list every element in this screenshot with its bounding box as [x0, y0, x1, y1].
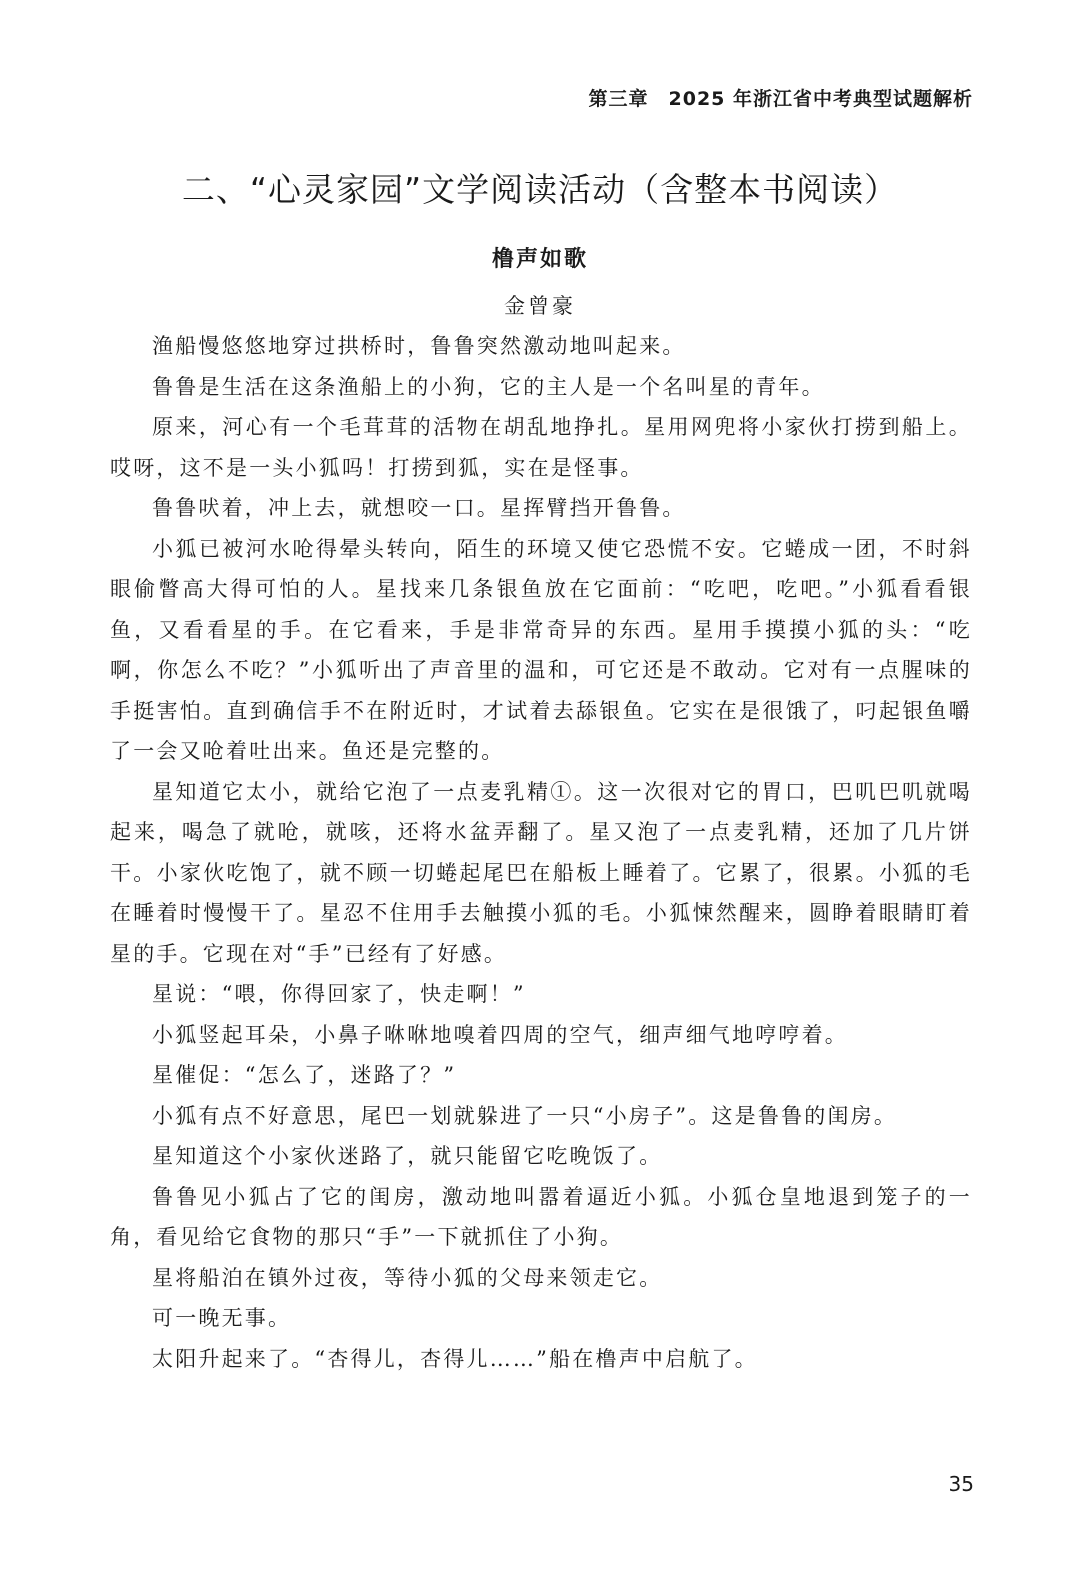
- paragraph: 星说：“喂，你得回家了，快走啊！”: [152, 982, 526, 1006]
- running-header: 第三章 2025 年浙江省中考典型试题解析: [588, 88, 973, 110]
- article-body: [110, 326, 972, 1379]
- paragraph: 原来，河心有一个毛茸茸的活物在胡乱地挣扎。星用网兜将小家伙打捞到船上。哎呀，这不是一头小狐吗！打捞到狐，实在是怪事。: [110, 415, 972, 480]
- page-number: 35: [948, 1472, 974, 1496]
- paragraph: 星知道这个小家伙迷路了，就只能留它吃晚饭了。: [152, 1144, 663, 1168]
- paragraph: 鲁鲁吠着，冲上去，就想咬一口。星挥臂挡开鲁鲁。: [152, 496, 686, 520]
- section-title: 二、“心灵家园”文学阅读活动（含整本书阅读）: [181, 170, 899, 209]
- paragraph: 鲁鲁见小狐占了它的闺房，激动地叫嚣着逼近小狐。小狐仓皇地退到笼子的一角，看见给它食物的那只“手”一下就抓住了小狗。: [110, 1184, 972, 1249]
- paragraph: 太阳升起来了。“杏得儿，杏得儿……”船在橹声中启航了。: [152, 1346, 758, 1371]
- article-author: 金曾豪: [504, 294, 576, 318]
- paragraph: 鲁鲁是生活在这条渔船上的小狗，它的主人是一个名叫星的青年。: [152, 374, 825, 399]
- paragraph: 小狐竖起耳朵，小鼻子咻咻地嗅着四周的空气，细声细气地哼哼着。: [152, 1022, 848, 1047]
- paragraph: 星催促：“怎么了，迷路了？”: [152, 1063, 457, 1087]
- paragraph: 星将船泊在镇外过夜，等待小狐的父母来领走它。: [152, 1265, 663, 1290]
- paragraph: 渔船慢悠悠地穿过拱桥时，鲁鲁突然激动地叫起来。: [152, 334, 686, 358]
- paragraph: 小狐已被河水呛得晕头转向，陌生的环境又使它恐慌不安。它蜷成一团，不时斜眼偷瞥高大得可怕的人。星找来几条银鱼放在它面前：“吃吧，吃吧。”小狐看看银鱼，又看看星的手。在它看来，手是非常奇异的东西。星用手摸摸小狐的头：“吃啊，你怎么不吃？”小狐听出了声音里的温和，可它还是不敢动。它对有一点腥味的手挺害怕。直到确信手不在附近时，才试着去舔银鱼。它实在是很饿了，叼起银鱼嚼了一会又呛着吐出来。鱼还是完整的。: [110, 536, 972, 763]
- paragraph: 可一晚无事。: [152, 1306, 292, 1330]
- paragraph: 星知道它太小，就给它泡了一点麦乳精①。这一次很对它的胃口，巴叽巴叽就喝起来，喝急了就呛，就咳，还将水盆弄翻了。星又泡了一点麦乳精，还加了几片饼干。小家伙吃饱了，就不顾一切蜷起尾巴在船板上睡着了。它累了，很累。小狐的毛在睡着时慢慢干了。星忍不住用手去触摸小狐的毛。小狐悚然醒来，圆睁着眼睛盯着星的手。它现在对“手”已经有了好感。: [110, 779, 972, 966]
- article-title: 橹声如歌: [491, 247, 588, 272]
- paragraph: 小狐有点不好意思，尾巴一划就躲进了一只“小房子”。这是鲁鲁的闺房。: [152, 1103, 898, 1128]
